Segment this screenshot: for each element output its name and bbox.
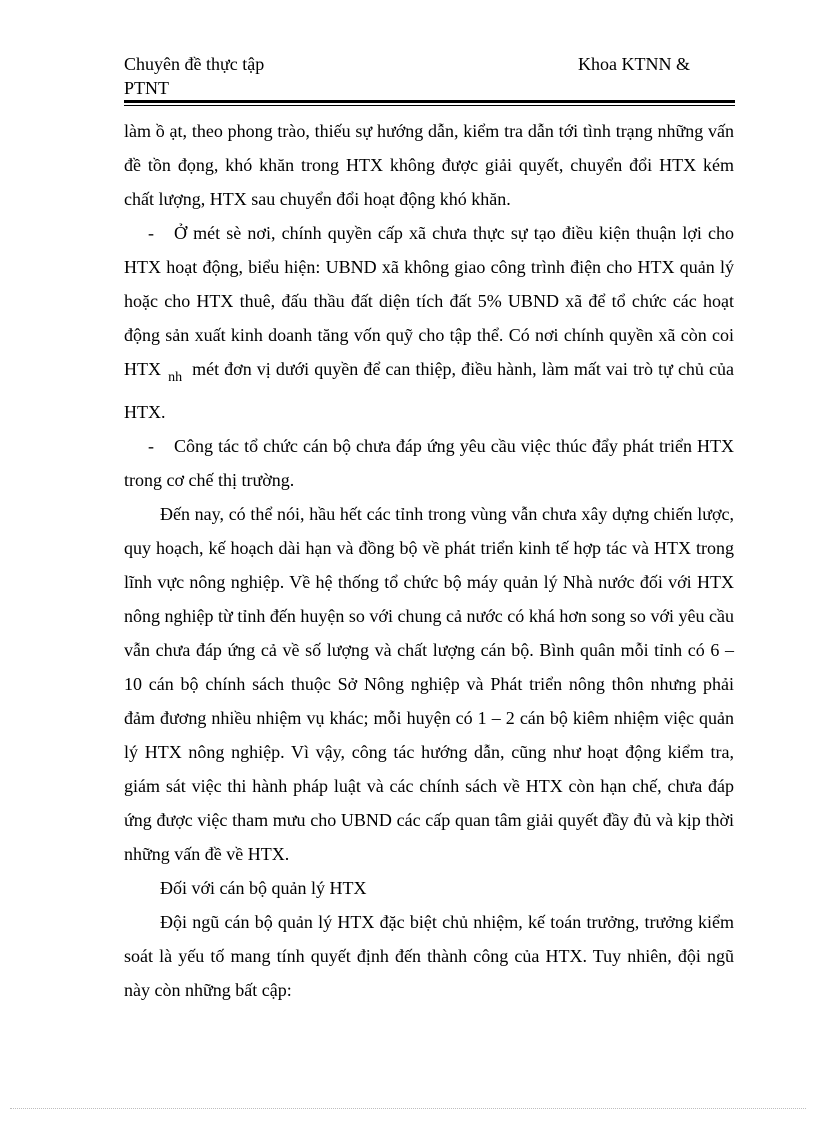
document-body bbox=[124, 114, 734, 1007]
header-rule-thin bbox=[124, 105, 735, 106]
bullet-paragraph bbox=[124, 216, 734, 429]
bullet-paragraph bbox=[124, 429, 734, 497]
header-department: Khoa KTNN & bbox=[578, 54, 690, 74]
paragraph-text: Ở mét sè nơi, chính quyền cấp xã chưa thực sự tạo điều kiện thuận lợi cho HTX hoạt động, biểu hiện: UBND xã không giao công trình điện cho HTX quản lý hoặc cho HTX thuê, đấu thầu đất diện tích đất 5% UBND xã để tổ chức các hoạt động sản xuất kinh doanh tăng vốn quỹ cho tập thể. Có nơi chính quyền xã còn coi HTX bbox=[124, 223, 734, 379]
paragraph: Đội ngũ cán bộ quản lý HTX đặc biệt chủ nhiệm, kế toán trưởng, trưởng kiểm soát là yếu tố mang tính quyết định đến thành công của HTX. Tuy nhiên, đội ngũ này còn những bất cập: bbox=[124, 912, 734, 1000]
header-department-continuation: PTNT bbox=[124, 78, 169, 98]
paragraph: làm ồ ạt, theo phong trào, thiếu sự hướng dẫn, kiểm tra dẫn tới tình trạng những vấn đề tồn đọng, khó khăn trong HTX không được giải quyết, chuyển đổi HTX kém chất lượng, HTX sau chuyển đổi hoạt động khó khăn. bbox=[124, 121, 734, 209]
footer-dotted-line bbox=[10, 1108, 806, 1109]
paragraph: Đến nay, có thể nói, hầu hết các tỉnh trong vùng vẫn chưa xây dựng chiến lược, quy hoạch, kế hoạch dài hạn và đồng bộ về phát triển kinh tế hợp tác và HTX trong lĩnh vực nông nghiệp. Về hệ thống tổ chức bộ máy quản lý Nhà nước đối với HTX nông nghiệp từ tỉnh đến huyện so với chung cả nước có khá hơn song so với yêu cầu vẫn chưa đáp ứng cả về số lượng và chất lượng cán bộ. Bình quân mỗi tỉnh có 6 – 10 cán bộ chính sách thuộc Sở Nông nghiệp và Phát triển nông thôn nhưng phải đảm đương nhiều nhiệm vụ khác; mỗi huyện có 1 – 2 cán bộ kiêm nhiệm việc quản lý HTX nông nghiệp. Vì vậy, công tác hướng dẫn, cũng như hoạt động kiểm tra, giám sát việc thi hành pháp luật và các chính sách về HTX còn hạn chế, chưa đáp ứng được việc tham mưu cho UBND các cấp quan tâm giải quyết đầy đủ và kịp thời những vấn đề về HTX. bbox=[124, 504, 734, 864]
subscript-fragment: nh bbox=[168, 370, 183, 385]
paragraph-text: Công tác tổ chức cán bộ chưa đáp ứng yêu cầu việc thúc đẩy phát triển HTX trong cơ chế thị trường. bbox=[124, 436, 734, 490]
header-rule-thick bbox=[124, 100, 735, 103]
paragraph-text-continued: mét đơn vị dưới quyền để can thiệp, điều hành, làm mất vai trò tự chủ của HTX. bbox=[124, 359, 734, 422]
header-title: Chuyên đề thực tập bbox=[124, 54, 265, 74]
bullet-dash: - bbox=[148, 223, 154, 243]
section-heading: Đối với cán bộ quản lý HTX bbox=[160, 878, 367, 898]
bullet-dash: - bbox=[148, 436, 154, 456]
